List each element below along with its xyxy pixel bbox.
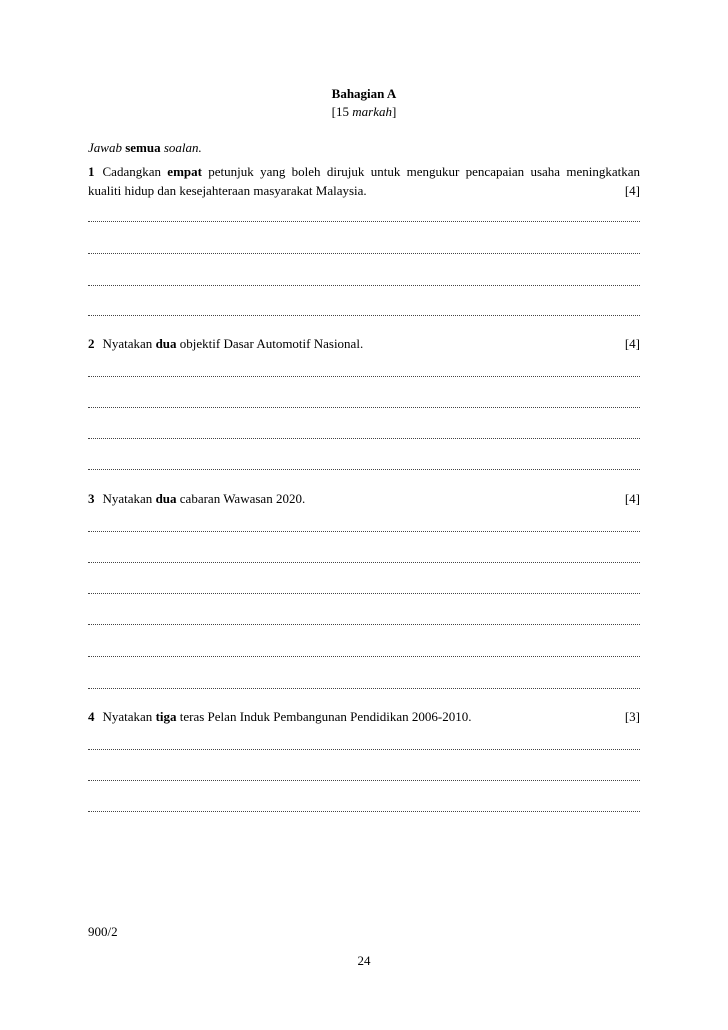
question-number: 1 — [88, 164, 95, 179]
question-number: 4 — [88, 709, 95, 724]
question-4 — [88, 707, 640, 726]
marks-prefix: [15 — [331, 104, 353, 119]
question-3 — [88, 489, 640, 508]
answer-line[interactable] — [88, 780, 640, 781]
answer-line[interactable] — [88, 469, 640, 470]
question-number: 3 — [88, 491, 95, 506]
answer-line[interactable] — [88, 688, 640, 689]
question-keyword: dua — [155, 336, 177, 351]
page-number: 24 — [357, 953, 371, 968]
question-keyword: tiga — [155, 709, 177, 724]
answer-line[interactable] — [88, 285, 640, 286]
question-text-post: petunjuk yang boleh dirujuk untuk mengukur pencapaian usaha meningkatkan kualiti hidup dan kesejahteraan masyarakat Malaysia. — [88, 164, 640, 198]
answer-line[interactable] — [88, 376, 640, 377]
marks-suffix: ] — [391, 104, 397, 119]
section-title: Bahagian A — [331, 86, 397, 101]
answer-line[interactable] — [88, 531, 640, 532]
question-text-post: objektif Dasar Automotif Nasional. — [176, 336, 364, 351]
question-marks: [4] — [624, 183, 640, 198]
question-text-post: cabaran Wawasan 2020. — [176, 491, 306, 506]
answer-line[interactable] — [88, 221, 640, 222]
question-keyword: empat — [167, 164, 202, 179]
answer-line[interactable] — [88, 749, 640, 750]
question-keyword: dua — [155, 491, 177, 506]
question-marks: [4] — [624, 336, 640, 351]
question-marks: [3] — [624, 709, 640, 724]
question-1 — [88, 162, 640, 200]
instruction-w2: semua — [125, 140, 161, 155]
question-2 — [88, 334, 640, 353]
answer-line[interactable] — [88, 811, 640, 812]
answer-line[interactable] — [88, 407, 640, 408]
answer-line[interactable] — [88, 315, 640, 316]
answer-line[interactable] — [88, 624, 640, 625]
question-text-pre: Nyatakan — [102, 709, 156, 724]
question-marks: [4] — [624, 491, 640, 506]
section-marks — [0, 104, 728, 120]
question-text-pre: Nyatakan — [102, 491, 156, 506]
marks-word: markah — [352, 104, 392, 119]
question-text-pre: Nyatakan — [102, 336, 156, 351]
answer-line[interactable] — [88, 253, 640, 254]
question-text-pre: Cadangkan — [102, 164, 168, 179]
answer-line[interactable] — [88, 656, 640, 657]
answer-line[interactable] — [88, 438, 640, 439]
instruction — [88, 140, 202, 156]
paper-code: 900/2 — [88, 924, 118, 939]
instruction-w1: Jawab — [88, 140, 122, 155]
answer-line[interactable] — [88, 562, 640, 563]
question-number: 2 — [88, 336, 95, 351]
instruction-w3: soalan. — [163, 140, 202, 155]
question-text-post: teras Pelan Induk Pembangunan Pendidikan 2006-2010. — [176, 709, 472, 724]
answer-line[interactable] — [88, 593, 640, 594]
